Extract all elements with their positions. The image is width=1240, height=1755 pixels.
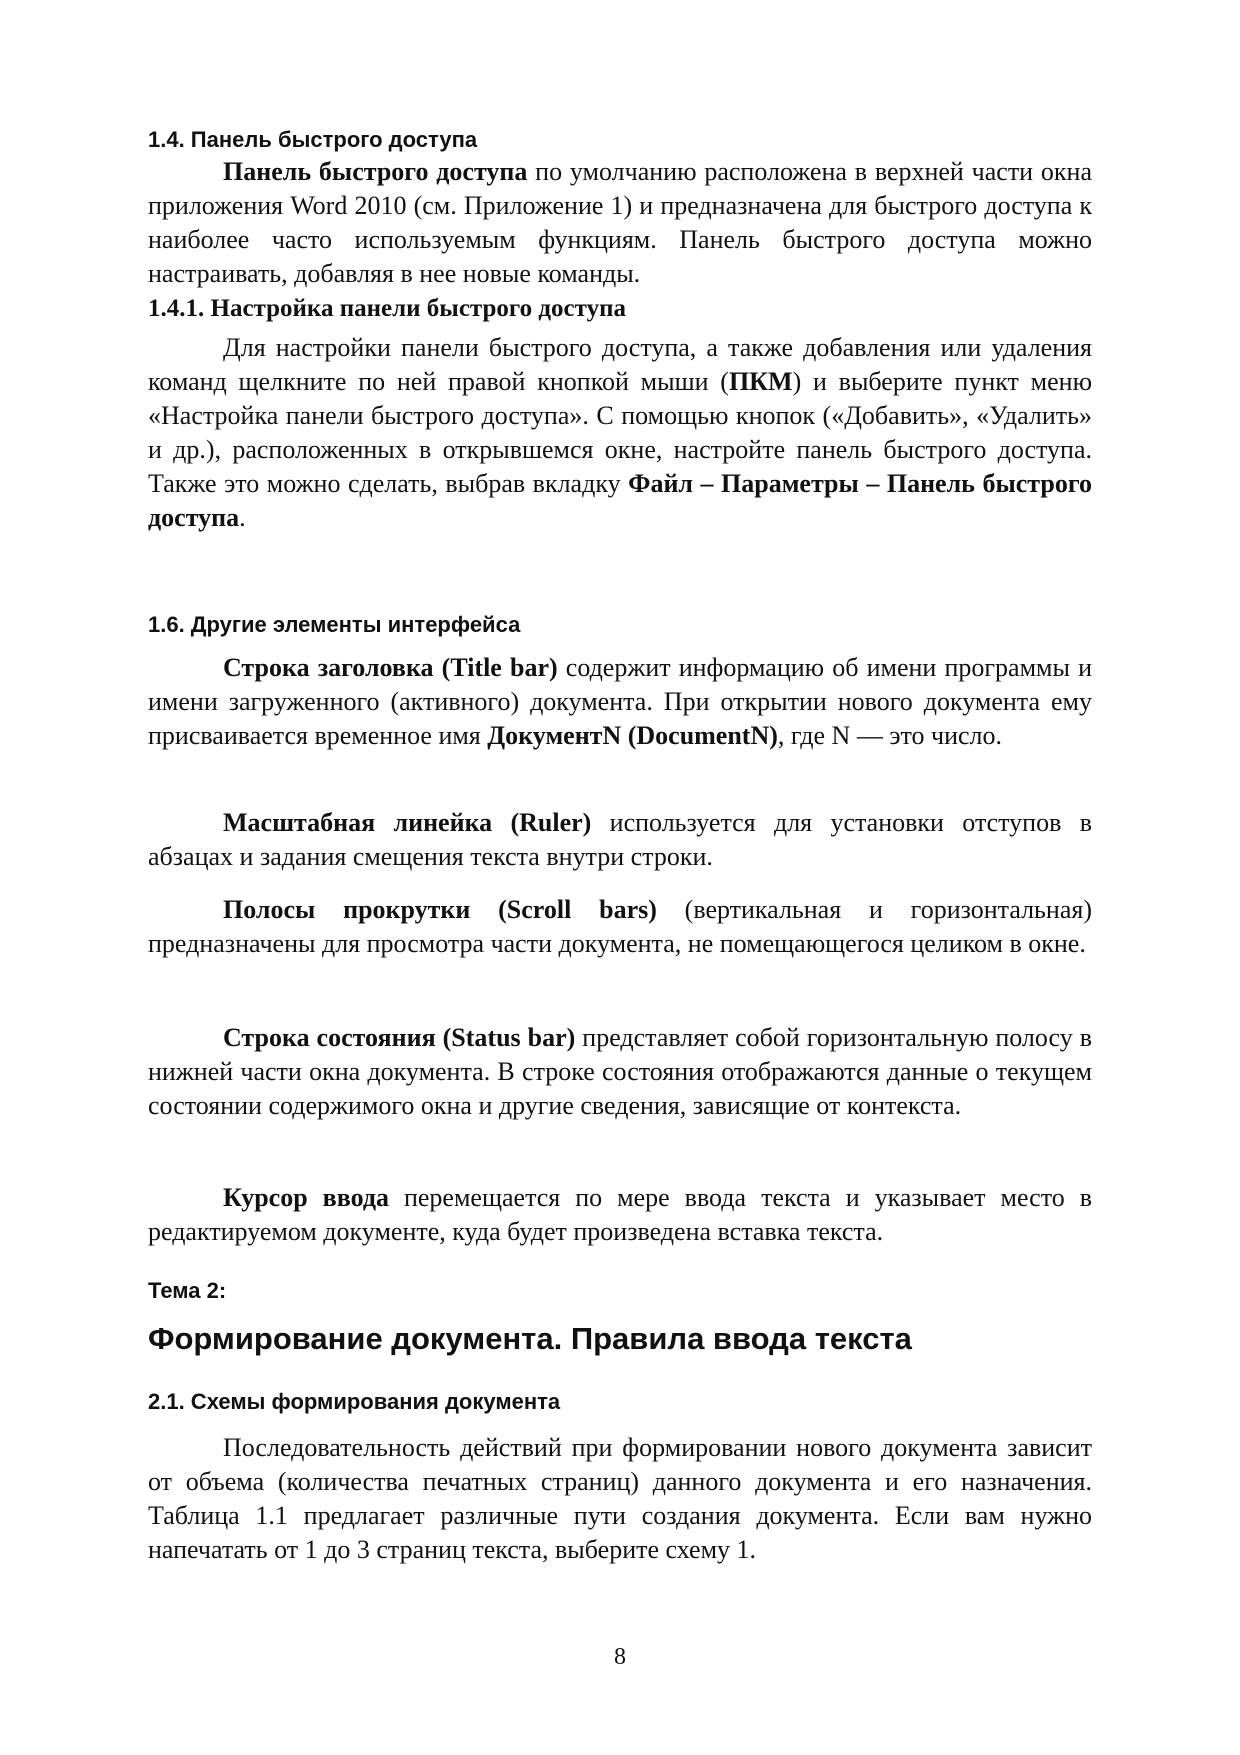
paragraph-text: ) и выберите пункт меню «Настройка панели быстрого доступа». С помощью кнопок («Добавить», «Удалить» и др.), расположенных в открывшемся окне, настройте панель быстрого доступа. Также это можно сделать, выбрав вкладку <box>148 367 1092 498</box>
paragraph-text: , где N — это число. <box>777 721 1003 750</box>
paragraph-text: (вертикальная и горизонтальная) предназначены для просмотра части документа, не помещающегося целиком в окне. <box>148 895 1092 958</box>
paragraph-text: Для настройки панели быстрого доступа, а также добавления или удаления команд щелкните по ней правой кнопкой мыши ( <box>148 333 1092 396</box>
term-status-bar: Строка состояния (Status bar) <box>223 1023 576 1052</box>
section-heading-2-1: 2.1. Схемы формирования документа <box>148 1389 561 1414</box>
paragraph-scroll-bars <box>148 893 1092 961</box>
topic-label: Тема 2: <box>148 1278 227 1303</box>
term-input-cursor: Курсор ввода <box>223 1183 389 1212</box>
term-file-options-path: Файл – Параметры – Панель быстрого доступа <box>148 469 1092 532</box>
paragraph-status-bar <box>148 1021 1092 1123</box>
term-scroll-bars: Полосы прокрутки (Scroll bars) <box>223 895 657 924</box>
paragraph-document-schemes: Последовательность действий при формировании нового документа зависит от объема (количества печатных страниц) данного документа и его назначения. Таблица 1.1 предлагает различные пути создания документа. Если вам нужно напечатать от 1 до 3 страниц текста, выберите схему 1. <box>148 1433 1092 1564</box>
section-heading-1-6: 1.6. Другие элементы интерфейса <box>148 612 521 637</box>
page-number: 8 <box>614 1644 626 1670</box>
term-pkm: ПКМ <box>728 367 793 396</box>
paragraph-text: представляет собой горизонтальную полосу в нижней части окна документа. В строке состояния отображаются данные о текущем состоянии содержимого окна и другие сведения, зависящие от контекста. <box>148 1023 1092 1120</box>
paragraph-text: перемещается по мере ввода текста и указывает место в редактируемом документе, куда будет произведена вставка текста. <box>148 1183 1092 1246</box>
paragraph-text: по умолчанию расположена в верхней части окна приложения Word 2010 (см. Приложение 1) и предназначена для быстрого доступа к наиболее часто используемым функциям. Панель быстрого доступа можно настраивать, добавляя в нее новые команды. <box>148 157 1092 288</box>
paragraph-text: . <box>239 503 246 532</box>
section-heading-1-4: 1.4. Панель быстрого доступа <box>148 127 478 152</box>
paragraph-input-cursor <box>148 1181 1092 1249</box>
paragraph-ruler <box>148 806 1092 874</box>
paragraph-quick-access-setup <box>148 331 1092 535</box>
term-quick-access: Панель быстрого доступа <box>223 157 528 186</box>
term-document-n: ДокументN (DocumentN) <box>487 721 778 750</box>
section-heading-1-4-1: 1.4.1. Настройка панели быстрого доступа <box>148 295 626 322</box>
paragraph-text: содержит информацию об имени программы и имени загруженного (активного) документа. При открытии нового документа ему присваивается временное имя <box>148 653 1092 750</box>
paragraph-text: используется для установки отступов в абзацах и задания смещения текста внутри строки. <box>148 808 1092 871</box>
term-title-bar: Строка заголовка (Title bar) <box>223 653 558 682</box>
paragraph-quick-access <box>148 155 1092 291</box>
topic-title: Формирование документа. Правила ввода текста <box>148 1321 912 1356</box>
paragraph-title-bar <box>148 651 1092 753</box>
term-ruler: Масштабная линейка (Ruler) <box>223 808 592 837</box>
